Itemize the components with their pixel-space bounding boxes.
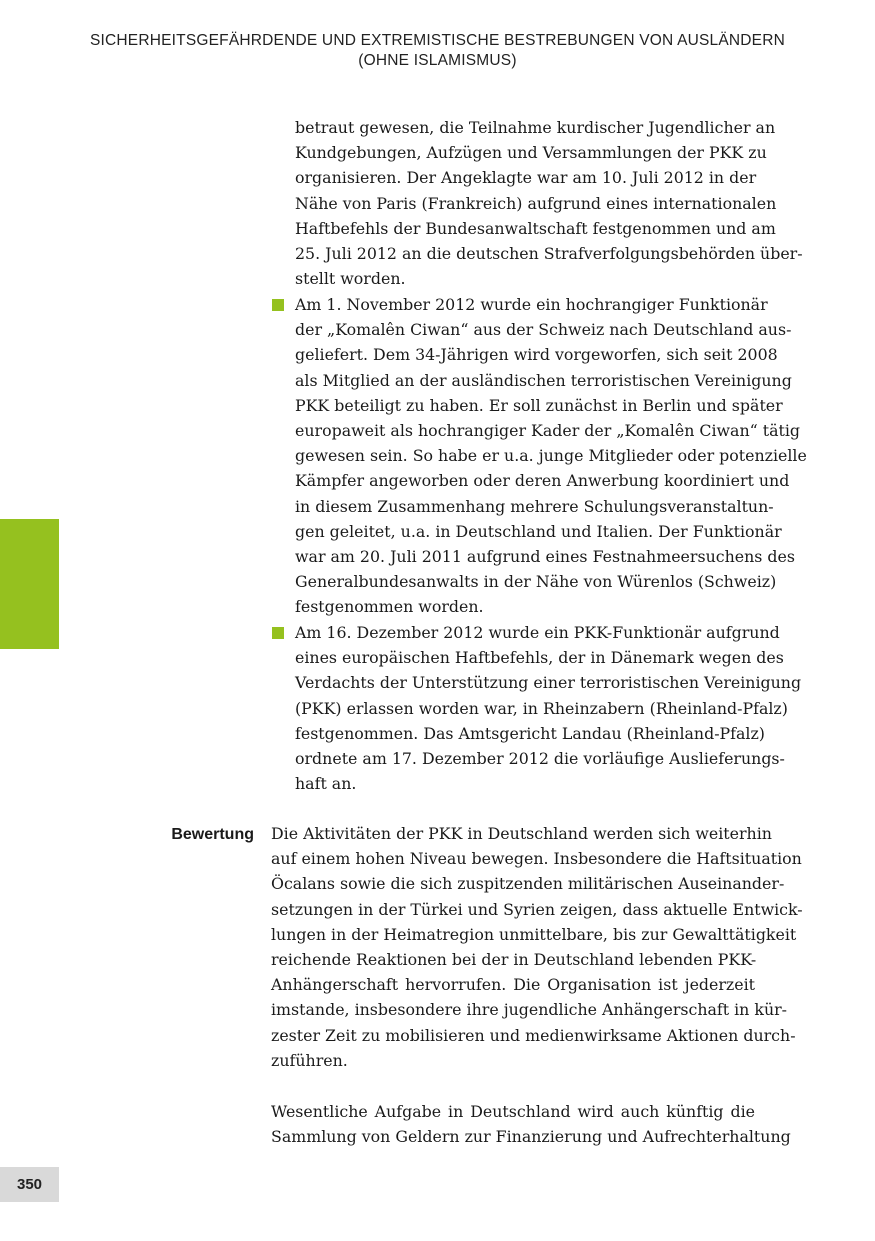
- text-line: auf einem hohen Niveau bewegen. Insbesondere die Haftsituation: [271, 849, 802, 869]
- text-line: Am 1. November 2012 wurde ein hochrangiger Funktionär: [295, 295, 768, 314]
- text-line: Nähe von Paris (Frankreich) aufgrund eines internationalen: [295, 193, 777, 213]
- text-line: gewesen sein. So habe er u.a. junge Mitglieder oder potenzielle: [295, 446, 807, 466]
- chapter-tab-marker: [0, 519, 59, 649]
- text-line: stellt worden.: [295, 269, 406, 289]
- text-line: ordnete am 17. Dezember 2012 die vorläufige Auslieferungs-: [295, 749, 785, 769]
- closing-paragraph: [271, 1099, 791, 1149]
- text-line: europaweit als hochrangiger Kader der „Komalên Ciwan“ tätig: [295, 421, 801, 441]
- text-line: Kämpfer angeworben oder deren Anwerbung koordiniert und: [295, 471, 790, 491]
- page-number: 350: [0, 1167, 59, 1202]
- text-line: (PKK) erlassen worden war, in Rheinzabern (Rheinland-Pfalz): [295, 698, 788, 718]
- text-line: Die Aktivitäten der PKK in Deutschland werden sich weiterhin: [271, 824, 772, 843]
- text-line: organisieren. Der Angeklagte war am 10. Juli 2012 in der: [295, 168, 757, 188]
- text-line: festgenommen worden.: [295, 597, 484, 617]
- text-line: festgenommen. Das Amtsgericht Landau (Rheinland-Pfalz): [295, 723, 765, 743]
- text-line: imstande, insbesondere ihre jugendliche Anhängerschaft in kür-: [271, 1000, 788, 1020]
- text-line: eines europäischen Haftbefehls, der in Dänemark wegen des: [295, 648, 784, 668]
- text-line: geliefert. Dem 34-Jährigen wird vorgeworfen, sich seit 2008: [295, 345, 778, 365]
- section-label-bewertung: Bewertung: [171, 826, 254, 843]
- text-line: reichende Reaktionen bei der in Deutschland lebenden PKK-: [271, 950, 757, 970]
- text-line: setzungen in der Türkei und Syrien zeigen, dass aktuelle Entwick-: [271, 899, 803, 919]
- text-line: Öcalans sowie die sich zuspitzenden militärischen Auseinander-: [271, 874, 785, 894]
- text-line: PKK beteiligt zu haben. Er soll zunächst in Berlin und später: [295, 395, 783, 415]
- intro-paragraph: [295, 115, 803, 291]
- text-line: in diesem Zusammenhang mehrere Schulungsveranstaltun-: [295, 496, 774, 516]
- text-line: war am 20. Juli 2011 aufgrund eines Festnahmeersuchens des: [295, 547, 795, 567]
- bullet-square-icon: [272, 299, 284, 311]
- bullet-square-icon: [272, 627, 284, 639]
- text-line: betraut gewesen, die Teilnahme kurdischer Jugendlicher an: [295, 118, 776, 137]
- bullet-text: [295, 292, 807, 620]
- text-line: Kundgebungen, Aufzügen und Versammlungen der PKK zu: [295, 143, 767, 163]
- bullet-text: [295, 620, 802, 796]
- header-line-2: (OHNE ISLAMISMUS): [358, 52, 517, 69]
- text-line: gen geleitet, u.a. in Deutschland und Italien. Der Funktionär: [295, 521, 782, 541]
- text-line: Generalbundesanwalts in der Nähe von Würenlos (Schweiz): [295, 572, 777, 592]
- running-header: [0, 31, 875, 71]
- text-line: zuführen.: [271, 1050, 348, 1070]
- text-line: Am 16. Dezember 2012 wurde ein PKK-Funktionär aufgrund: [295, 623, 780, 642]
- text-line: lungen in der Heimatregion unmittelbare, bis zur Gewalttätigkeit: [271, 924, 797, 944]
- text-line: Sammlung von Geldern zur Finanzierung und Aufrechterhaltung: [271, 1127, 791, 1147]
- text-line: 25. Juli 2012 an die deutschen Strafverfolgungsbehörden über-: [295, 244, 803, 264]
- text-line: Anhängerschaft hervorrufen. Die Organisation ist jederzeit: [271, 975, 755, 995]
- header-line-1: SICHERHEITSGEFÄHRDENDE UND EXTREMISTISCHE BESTREBUNGEN VON AUSLÄNDERN: [89, 32, 786, 49]
- text-line: haft an.: [295, 774, 357, 794]
- text-line: als Mitglied an der ausländischen terroristischen Vereinigung: [295, 370, 792, 390]
- bewertung-paragraph: [271, 821, 803, 1073]
- text-line: Wesentliche Aufgabe in Deutschland wird auch künftig die: [271, 1102, 755, 1121]
- text-line: Verdachts der Unterstützung einer terroristischen Vereinigung: [295, 673, 802, 693]
- text-line: zester Zeit zu mobilisieren und medienwirksame Aktionen durch-: [271, 1025, 796, 1045]
- text-line: Haftbefehls der Bundesanwaltschaft festgenommen und am: [295, 218, 776, 238]
- text-line: der „Komalên Ciwan“ aus der Schweiz nach Deutschland aus-: [295, 320, 792, 340]
